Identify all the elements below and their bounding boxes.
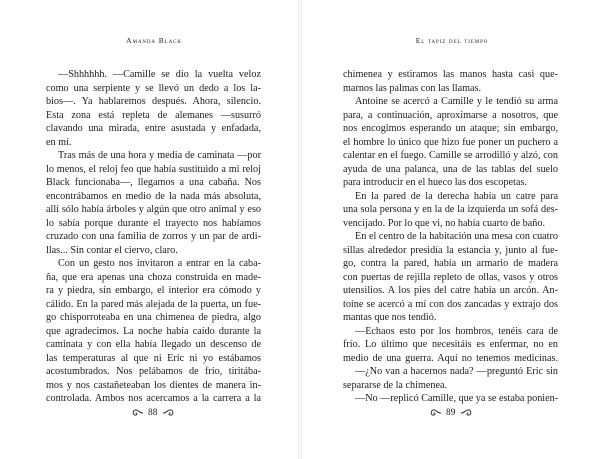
text-line: acostumbrados. Nos pelábamos de frío, tiritába- [46,366,261,377]
text-line: ña, que era apenas una choza construida en made- [46,271,261,283]
text-line: con puertas de rejilla repleto de ollas, vasos y otros [343,271,558,283]
text-line: nos encogimos esperando un ataque; sin embargo, [343,123,558,134]
text-line: Con un gesto nos invitaron a entrar en la caba- [58,258,261,269]
text-line: para introducir en el hueco las dos escopetas. [343,177,527,188]
text-line: sillas alrededor presidía la estancia y, junto al fue- [343,244,558,256]
text-line: frío. Lo último que necesitáis es enfermar, no en [343,339,558,350]
text-line: las temperaturas al que ni Eric ni yo estábamos [46,352,261,364]
text-line: llas... Sin contar el ciervo, claro. [46,244,178,256]
text-line: ra y piedra, sin embargo, el interior era cómodo y [46,285,261,296]
text-line: que agradecimos. La noche había caído durante la [46,325,261,337]
text-line: allí sólo había árboles y algún que otro animal y eso [46,204,261,215]
text-line: En la pared de la derecha había un catre para [355,190,558,202]
page-number-left [130,408,176,418]
text-line: —No —replicó Camille, que ya se estaba ponien- [355,393,559,404]
text-line: para, a continuación, aproximarse a nosotros, que [343,109,558,121]
text-line: controlada. Ambos nos acercamos a la carrera a la [46,393,261,404]
text-line: lo sabía porque durante el trayecto nos habíamos [46,217,261,229]
text-line: marnos las palmas con las llamas. [343,82,482,94]
page-number-right [428,408,474,418]
text-line: bios—. Ya hablaremos después. Ahora, silencio. [46,96,261,107]
text-line: toine se acercó a mí con dos zancadas y extrajo dos [343,298,558,310]
running-header-author: Amanda Black [126,36,182,45]
ornament-swirl-icon [428,408,442,418]
text-line: chimenea y estiramos las manos hasta casi que- [343,69,558,80]
page-number: 89 [446,408,456,418]
ornament-swirl-icon [460,408,474,418]
page-number: 88 [148,408,158,418]
text-line: cruzado con una familia de zorros y un par de ardi- [46,231,261,242]
text-line: go chisporroteaba en una chimenea de piedra, algo [46,312,261,323]
text-line: encontrábamos en medio de la nada más absoluta, [46,190,261,202]
text-line: caminata y con ella había llegado un descenso de [46,339,261,350]
text-line: como una serpiente y se llevó un dedo a los la- [46,82,261,94]
text-line: mantas que nos tendió. [343,312,437,323]
text-line: vencijado. Por lo que vi, no había cuarto de baño. [343,217,545,229]
ornament-swirl-icon [130,408,144,418]
text-line: —Echaos esto por los hombros, tenéis cara de [355,325,558,337]
text-line: —Shhhhhh. —Camille se dio la vuelta veloz [58,69,261,80]
text-line: una sola persona y en la de la izquierda un sofá des- [343,204,558,215]
text-line: ayuda de una palanca, una de las tablas del suelo [343,163,558,175]
text-line: Tras más de una hora y media de caminata —por [58,150,261,161]
right-page-body [343,68,558,406]
text-line: mos y nos castañeteaban los dientes de manera in- [46,379,261,391]
text-line: go, contra la pared, había un armario de madera [343,258,558,269]
text-line: medio de una guerra. Aquí no tenemos medicinas. [343,352,558,364]
text-line: separarse de la chimenea. [343,379,448,391]
text-line: en mí. [46,136,72,148]
text-line: cálido. En la pared más alejada de la puerta, un fue- [46,298,261,310]
right-page [300,0,600,459]
text-line: Antoine se acercó a Camille y le tendió su arma [355,96,558,107]
text-line: calentar en el fuego. Camille se arrodilló y alzó, con [343,150,558,161]
ornament-swirl-icon [162,408,176,418]
text-line: lo menos, el reloj feo que había sustituido a mi reloj [46,163,261,175]
text-line: En el centro de la habitación una mesa con cuatro [355,231,558,242]
text-line: utensilios. A los pies del catre había un arcón. An- [343,285,558,296]
text-line: —¿No van a hacernos nada? —preguntó Eric sin [355,366,558,377]
running-header-title: El tapiz del tiempo [415,36,489,45]
left-page-body [46,68,261,406]
text-line: el hombre lo único que hizo fue poner un puchero a [343,136,558,148]
text-line: Black funcionaba—, llegamos a una cabaña. Nos [46,177,261,188]
text-line: Esta zona está repleta de alemanes —susurró [46,109,261,121]
text-line: clavando una mirada, entre asustada y enfadada, [46,123,261,134]
